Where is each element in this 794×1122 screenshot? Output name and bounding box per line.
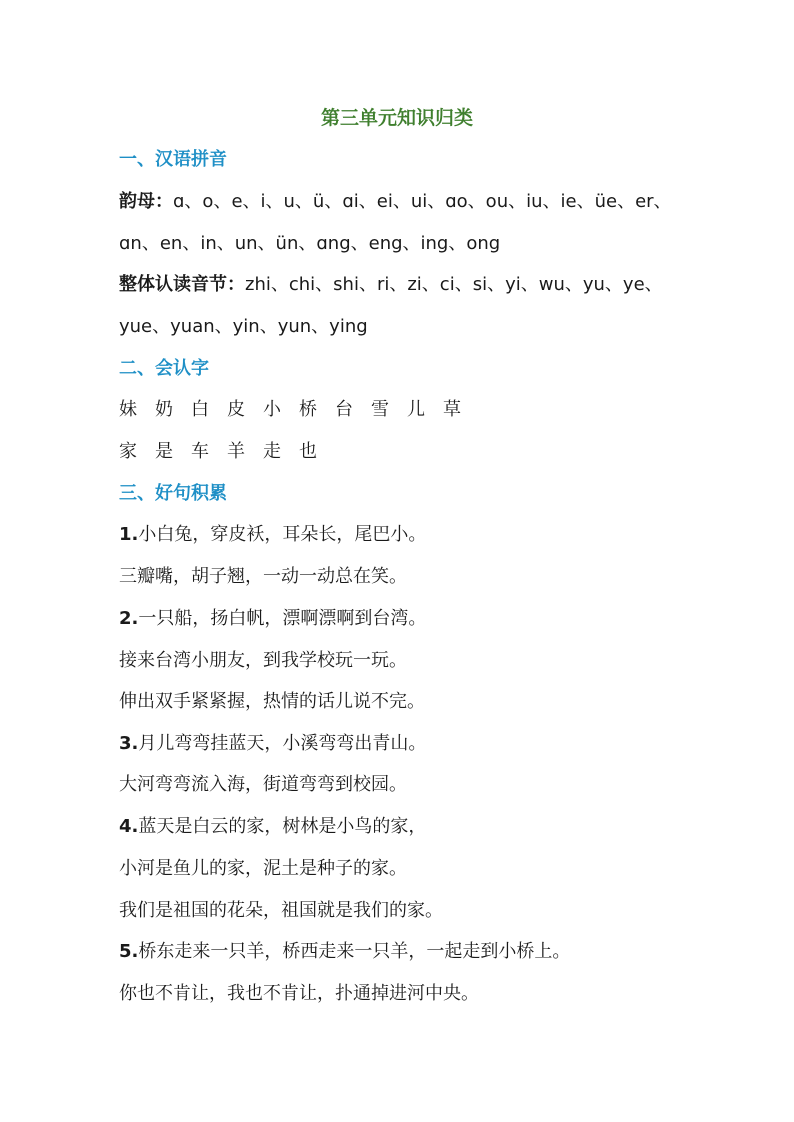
sentence-continuation: 三瓣嘴，胡子翘，一动一动总在笑。: [119, 566, 407, 587]
character: 奶: [155, 399, 173, 420]
character: 是: [155, 441, 173, 462]
sentence-continuation: 小河是鱼儿的家，泥土是种子的家。: [119, 858, 407, 879]
section-heading-sentences: 三、好句积累: [119, 483, 227, 504]
syllables-line-2: yue、yuan、yin、yun、ying: [119, 316, 368, 337]
syllables-label: 整体认读音节：: [119, 274, 245, 295]
item-number: 4.: [119, 816, 139, 837]
sentence-item-5: [119, 939, 570, 965]
section-heading-characters: 二、会认字: [119, 358, 209, 379]
sentence-continuation: 大河弯弯流入海，街道弯弯到校园。: [119, 774, 407, 795]
sentence-continuation: 伸出双手紧紧握，热情的话儿说不完。: [119, 691, 425, 712]
sentence-text: 小白兔，穿皮袄，耳朵长，尾巴小。: [138, 524, 427, 545]
character: 车: [191, 441, 209, 462]
character-row-1: [119, 397, 461, 423]
character: 儿: [407, 399, 425, 420]
character: 羊: [227, 441, 245, 462]
sentence-text: 月儿弯弯挂蓝天，小溪弯弯出青山。: [138, 733, 427, 754]
character: 草: [443, 399, 461, 420]
sentence-text: 桥东走来一只羊，桥西走来一只羊，一起走到小桥上。: [138, 941, 571, 962]
sentence-text: 一只船，扬白帆，漂啊漂啊到台湾。: [138, 608, 427, 629]
sentence-text: 蓝天是白云的家，树林是小鸟的家，: [138, 816, 427, 837]
finals-line-2: ɑn、en、in、un、ün、ɑng、eng、ing、ong: [119, 233, 501, 254]
item-number: 5.: [119, 941, 139, 962]
sentence-item-3: [119, 731, 426, 757]
character-row-2: [119, 439, 317, 465]
character: 桥: [299, 399, 317, 420]
syllables-line-1: [119, 272, 663, 298]
sentence-continuation: 我们是祖国的花朵，祖国就是我们的家。: [119, 900, 443, 921]
sentence-item-1: [119, 522, 426, 548]
character: 家: [119, 441, 137, 462]
character: 妹: [119, 399, 137, 420]
syllables-list-1: zhi、chi、shi、ri、zi、ci、si、yi、wu、yu、ye、: [245, 274, 663, 295]
item-number: 3.: [119, 733, 139, 754]
character: 小: [263, 399, 281, 420]
sentence-item-4: [119, 814, 426, 840]
page-title: 第三单元知识归类: [320, 107, 473, 129]
character: 雪: [371, 399, 389, 420]
character: 也: [299, 441, 317, 462]
item-number: 1.: [119, 524, 139, 545]
character: 台: [335, 399, 353, 420]
character: 皮: [227, 399, 245, 420]
finals-line-1: [119, 189, 672, 215]
character: 白: [191, 399, 209, 420]
section-heading-pinyin: 一、汉语拼音: [119, 149, 227, 170]
item-number: 2.: [119, 608, 139, 629]
sentence-continuation: 你也不肯让，我也不肯让，扑通掉进河中央。: [119, 983, 479, 1004]
finals-list-1: ɑ、o、e、i、u、ü、ɑi、ei、ui、ɑo、ou、iu、ie、üe、er、: [173, 191, 672, 212]
character: 走: [263, 441, 281, 462]
finals-label: 韵母：: [119, 191, 173, 212]
sentence-continuation: 接来台湾小朋友，到我学校玩一玩。: [119, 650, 407, 671]
sentence-item-2: [119, 606, 426, 632]
